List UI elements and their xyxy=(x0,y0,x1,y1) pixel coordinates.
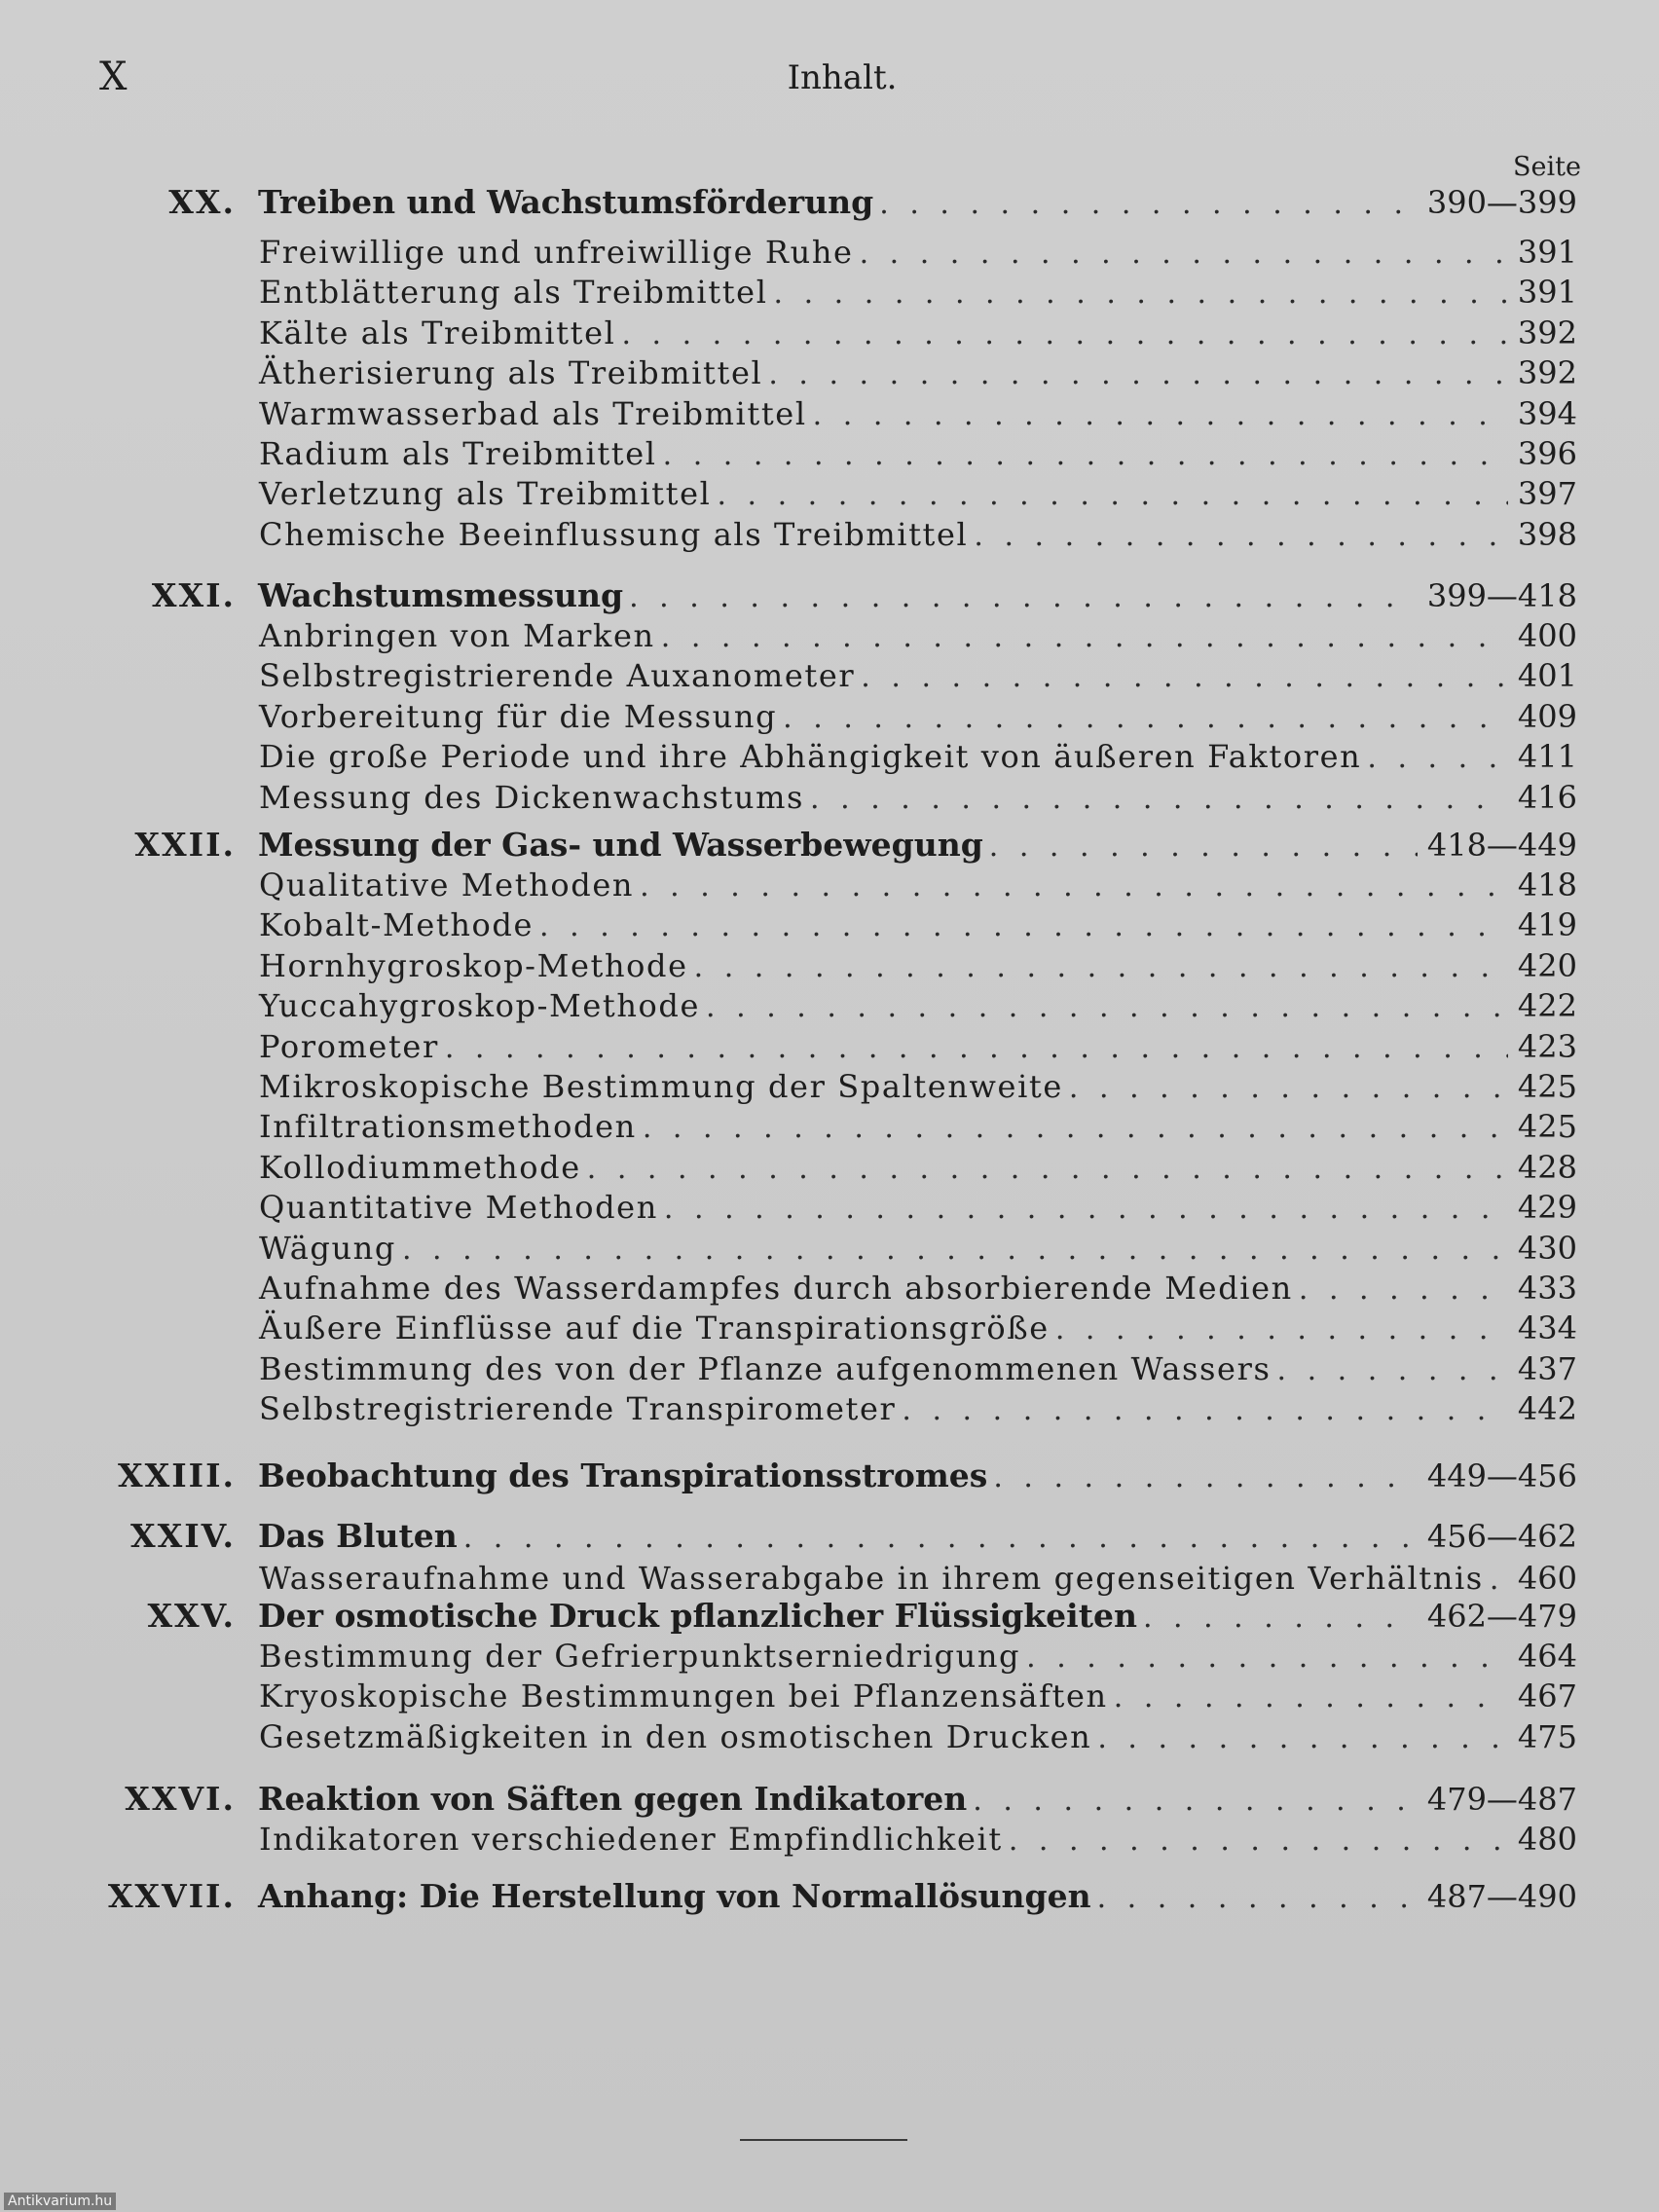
dot-leader xyxy=(902,1393,1508,1427)
section-row[interactable] xyxy=(0,1390,1659,1431)
section-row[interactable] xyxy=(0,738,1659,779)
section-page: 425 xyxy=(1517,1108,1577,1146)
section-title: Aufnahme des Wasserdampfes durch absorbierende Medien xyxy=(259,1270,1293,1307)
section-title: Hornhygroskop-Methode xyxy=(259,946,688,984)
dot-leader xyxy=(989,830,1418,864)
section-title: Bestimmung der Gefrierpunktserniedrigung xyxy=(259,1638,1021,1675)
section-title: Gesetzmäßigkeiten in den osmotischen Drucken xyxy=(259,1717,1092,1755)
chapter-numeral: XXIV. xyxy=(130,1517,236,1555)
section-title: Bestimmung des von der Pflanze aufgenommenen Wassers xyxy=(259,1349,1272,1387)
section-row[interactable] xyxy=(0,779,1659,820)
section-row[interactable] xyxy=(0,475,1659,516)
section-entry xyxy=(259,657,1577,694)
chapter-entry xyxy=(258,1456,1577,1494)
section-page: 419 xyxy=(1517,906,1577,944)
section-entry xyxy=(259,1821,1577,1858)
section-title: Porometer xyxy=(259,1027,439,1065)
section-row[interactable] xyxy=(0,1677,1659,1718)
section-title: Anbringen von Marken xyxy=(259,617,655,654)
section-title: Äußere Einflüsse auf die Transpirationsgröße xyxy=(259,1309,1050,1347)
dot-leader xyxy=(1277,1353,1508,1387)
dot-leader xyxy=(783,701,1508,735)
section-page: 391 xyxy=(1517,234,1577,271)
section-row[interactable] xyxy=(0,274,1659,314)
dot-leader xyxy=(664,1192,1508,1226)
dot-leader xyxy=(768,357,1508,391)
section-row[interactable] xyxy=(0,1718,1659,1759)
section-entry xyxy=(259,1270,1577,1307)
dot-leader xyxy=(1097,1721,1508,1755)
section-row[interactable] xyxy=(0,698,1659,739)
section-page: 437 xyxy=(1517,1349,1577,1387)
section-entry xyxy=(259,354,1577,391)
section-page: 392 xyxy=(1517,313,1577,351)
section-page: 442 xyxy=(1517,1390,1577,1428)
section-row[interactable] xyxy=(0,1189,1659,1230)
section-row[interactable] xyxy=(0,657,1659,698)
chapter-page-range: 462—479 xyxy=(1426,1598,1577,1635)
section-row[interactable] xyxy=(0,1309,1659,1350)
section-title: Kobalt-Methode xyxy=(259,906,535,944)
section-entry xyxy=(259,435,1577,472)
dot-leader xyxy=(1367,741,1508,775)
section-entry xyxy=(259,738,1577,775)
dot-leader xyxy=(706,990,1508,1024)
chapter-title: Messung der Gas- und Wasserbewegung xyxy=(258,826,983,864)
section-title: Indikatoren verschiedener Empfindlichkeit xyxy=(259,1821,1003,1858)
section-entry xyxy=(259,1390,1577,1427)
section-entry xyxy=(259,698,1577,735)
dot-leader xyxy=(861,660,1508,694)
chapter-page-range: 479—487 xyxy=(1426,1781,1577,1818)
section-row[interactable] xyxy=(0,1350,1659,1391)
dot-leader xyxy=(640,869,1508,903)
chapter-numeral: XX. xyxy=(168,183,236,221)
section-row[interactable] xyxy=(0,987,1659,1028)
section-entry xyxy=(259,906,1577,943)
footer-rule xyxy=(740,2139,907,2141)
chapter-title: Anhang: Die Herstellung von Normallösungen xyxy=(258,1877,1091,1915)
section-page: 464 xyxy=(1517,1638,1577,1675)
section-entry xyxy=(259,1560,1577,1597)
section-entry xyxy=(259,1230,1577,1267)
section-row[interactable] xyxy=(0,1638,1659,1678)
section-title: Selbstregistrierende Auxanometer xyxy=(259,657,856,695)
chapter-page-range: 418—449 xyxy=(1426,827,1577,864)
section-title: Die große Periode und ihre Abhängigkeit von äußeren Faktoren xyxy=(259,738,1362,776)
section-row[interactable] xyxy=(0,354,1659,395)
section-entry xyxy=(259,1309,1577,1346)
dot-leader xyxy=(813,398,1508,432)
section-page: 411 xyxy=(1517,738,1577,776)
section-row[interactable] xyxy=(0,1270,1659,1310)
section-entry xyxy=(259,516,1577,553)
section-page: 420 xyxy=(1517,946,1577,984)
dot-leader xyxy=(860,237,1508,271)
section-title: Entblätterung als Treibmittel xyxy=(259,274,768,312)
section-title: Selbstregistrierende Transpirometer xyxy=(259,1390,897,1428)
dot-leader xyxy=(694,950,1508,984)
chapter-entry xyxy=(258,183,1577,221)
chapter-numeral: XXVII. xyxy=(107,1877,236,1915)
section-title: Infiltrationsmethoden xyxy=(259,1108,637,1146)
section-entry xyxy=(259,314,1577,351)
section-page: 430 xyxy=(1517,1229,1577,1267)
section-row[interactable] xyxy=(0,395,1659,436)
section-page: 425 xyxy=(1517,1068,1577,1105)
section-title: Kollodiummethode xyxy=(259,1148,581,1186)
chapter-page-range: 390—399 xyxy=(1426,184,1577,221)
dot-leader xyxy=(661,620,1508,654)
section-page: 460 xyxy=(1517,1560,1577,1597)
dot-leader xyxy=(463,1521,1418,1555)
chapter-row[interactable] xyxy=(0,1780,1659,1821)
chapter-title: Treiben und Wachstumsförderung xyxy=(258,183,874,221)
dot-leader xyxy=(621,317,1507,351)
section-page: 423 xyxy=(1517,1027,1577,1065)
dot-leader xyxy=(643,1111,1508,1145)
section-row[interactable] xyxy=(0,1068,1659,1109)
section-entry xyxy=(259,1189,1577,1226)
section-entry xyxy=(259,395,1577,432)
section-row[interactable] xyxy=(0,1230,1659,1271)
section-entry xyxy=(259,779,1577,816)
section-row[interactable] xyxy=(0,516,1659,557)
chapter-page-range: 487—490 xyxy=(1426,1878,1577,1915)
section-entry xyxy=(259,1350,1577,1387)
dot-leader xyxy=(1069,1071,1508,1105)
dot-leader xyxy=(974,519,1508,553)
dot-leader xyxy=(402,1233,1508,1267)
chapter-title: Das Bluten xyxy=(258,1517,458,1555)
page-title: Inhalt. xyxy=(787,58,898,97)
chapter-row[interactable] xyxy=(0,1517,1659,1558)
section-page: 397 xyxy=(1517,475,1577,513)
dot-leader xyxy=(810,782,1508,816)
chapter-page-range: 399—418 xyxy=(1426,577,1577,614)
dot-leader xyxy=(663,438,1508,472)
section-page: 401 xyxy=(1517,657,1577,695)
chapter-page-range: 456—462 xyxy=(1426,1518,1577,1555)
dot-leader xyxy=(587,1152,1508,1186)
section-entry xyxy=(259,1718,1577,1755)
dot-leader xyxy=(539,909,1508,943)
chapter-title: Wachstumsmessung xyxy=(258,576,624,614)
section-title: Mikroskopische Bestimmung der Spaltenweite xyxy=(259,1068,1063,1105)
section-page: 398 xyxy=(1517,515,1577,553)
section-row[interactable] xyxy=(0,617,1659,658)
section-title: Kryoskopische Bestimmungen bei Pflanzensäften xyxy=(259,1677,1108,1715)
chapter-numeral: XXV. xyxy=(147,1597,236,1635)
section-page: 429 xyxy=(1517,1189,1577,1227)
section-title: Quantitative Methoden xyxy=(259,1189,658,1227)
dot-leader xyxy=(1055,1312,1508,1346)
section-title: Kälte als Treibmittel xyxy=(259,313,616,351)
section-row[interactable] xyxy=(0,435,1659,476)
section-page: 433 xyxy=(1517,1270,1577,1307)
section-row[interactable] xyxy=(0,1149,1659,1190)
section-row[interactable] xyxy=(0,866,1659,907)
section-page: 409 xyxy=(1517,697,1577,735)
chapter-numeral: XXIII. xyxy=(117,1456,236,1494)
section-entry xyxy=(259,274,1577,311)
section-title: Verletzung als Treibmittel xyxy=(259,475,712,513)
section-row[interactable] xyxy=(0,1560,1659,1601)
chapter-entry xyxy=(258,1877,1577,1915)
section-entry xyxy=(259,475,1577,512)
chapter-title: Der osmotische Druck pflanzlicher Flüssigkeiten xyxy=(258,1597,1137,1635)
section-row[interactable] xyxy=(0,1108,1659,1149)
section-page: 428 xyxy=(1517,1148,1577,1186)
dot-leader xyxy=(1490,1563,1508,1597)
chapter-numeral: XXII. xyxy=(134,826,236,864)
chapter-numeral: XXVI. xyxy=(125,1780,236,1818)
dot-leader xyxy=(1299,1272,1508,1307)
section-row[interactable] xyxy=(0,1028,1659,1069)
dot-leader xyxy=(1114,1680,1508,1714)
chapter-row[interactable] xyxy=(0,826,1659,866)
section-entry xyxy=(259,866,1577,903)
section-title: Freiwillige und unfreiwillige Ruhe xyxy=(259,234,854,271)
section-page: 391 xyxy=(1517,274,1577,312)
section-row[interactable] xyxy=(0,947,1659,988)
chapter-row[interactable] xyxy=(0,1597,1659,1638)
section-row[interactable] xyxy=(0,1821,1659,1862)
section-page: 392 xyxy=(1517,354,1577,392)
section-row[interactable] xyxy=(0,314,1659,355)
section-entry xyxy=(259,234,1577,271)
dot-leader xyxy=(445,1031,1508,1065)
dot-leader xyxy=(717,478,1507,512)
dot-leader xyxy=(1009,1824,1508,1858)
dot-leader xyxy=(774,276,1508,311)
section-title: Vorbereitung für die Messung xyxy=(259,697,778,735)
section-page: 434 xyxy=(1517,1309,1577,1347)
section-page: 418 xyxy=(1517,866,1577,903)
section-page: 475 xyxy=(1517,1717,1577,1755)
section-entry xyxy=(259,1149,1577,1186)
section-entry xyxy=(259,987,1577,1024)
dot-leader xyxy=(1026,1641,1508,1675)
section-title: Wägung xyxy=(259,1229,396,1267)
section-page: 467 xyxy=(1517,1677,1577,1715)
section-row[interactable] xyxy=(0,234,1659,275)
section-title: Radium als Treibmittel xyxy=(259,435,657,472)
section-page: 422 xyxy=(1517,987,1577,1025)
section-title: Messung des Dickenwachstums xyxy=(259,778,805,816)
dot-leader xyxy=(1097,1881,1418,1915)
section-entry xyxy=(259,1108,1577,1145)
section-page: 400 xyxy=(1517,617,1577,654)
section-row[interactable] xyxy=(0,906,1659,947)
dot-leader xyxy=(973,1784,1418,1818)
chapter-row[interactable] xyxy=(0,576,1659,617)
chapter-entry xyxy=(258,826,1577,864)
section-entry xyxy=(259,1028,1577,1065)
chapter-title: Beobachtung des Transpirationsstromes xyxy=(258,1456,988,1494)
chapter-row[interactable] xyxy=(0,1456,1659,1497)
section-entry xyxy=(259,947,1577,984)
section-title: Yuccahygroskop-Methode xyxy=(259,987,701,1025)
chapter-row[interactable] xyxy=(0,1877,1659,1918)
chapter-row[interactable] xyxy=(0,183,1659,224)
page-column-label: Seite xyxy=(1513,152,1581,182)
section-title: Chemische Beeinflussung als Treibmittel xyxy=(259,515,969,553)
section-title: Qualitative Methoden xyxy=(259,866,635,903)
chapter-entry xyxy=(258,1597,1577,1635)
chapter-title: Reaktion von Säften gegen Indikatoren xyxy=(258,1780,968,1818)
section-entry xyxy=(259,1068,1577,1105)
section-entry xyxy=(259,1638,1577,1675)
section-title: Warmwasserbad als Treibmittel xyxy=(259,394,807,432)
dot-leader xyxy=(1143,1601,1418,1635)
dot-leader xyxy=(993,1460,1418,1494)
section-entry xyxy=(259,1677,1577,1714)
dot-leader xyxy=(629,580,1418,614)
section-page: 394 xyxy=(1517,394,1577,432)
chapter-entry xyxy=(258,576,1577,614)
section-page: 416 xyxy=(1517,778,1577,816)
page-number-roman: X xyxy=(99,55,129,99)
watermark: Antikvarium.hu xyxy=(4,2193,116,2210)
chapter-entry xyxy=(258,1780,1577,1818)
section-page: 480 xyxy=(1517,1821,1577,1858)
section-title: Ätherisierung als Treibmittel xyxy=(259,354,763,392)
chapter-numeral: XXI. xyxy=(151,576,236,614)
chapter-entry xyxy=(258,1517,1577,1555)
section-title: Wasseraufnahme und Wasserabgabe in ihrem gegenseitigen Verhältnis xyxy=(259,1560,1484,1597)
section-entry xyxy=(259,617,1577,654)
section-page: 396 xyxy=(1517,435,1577,472)
dot-leader xyxy=(879,187,1418,221)
chapter-page-range: 449—456 xyxy=(1426,1457,1577,1494)
